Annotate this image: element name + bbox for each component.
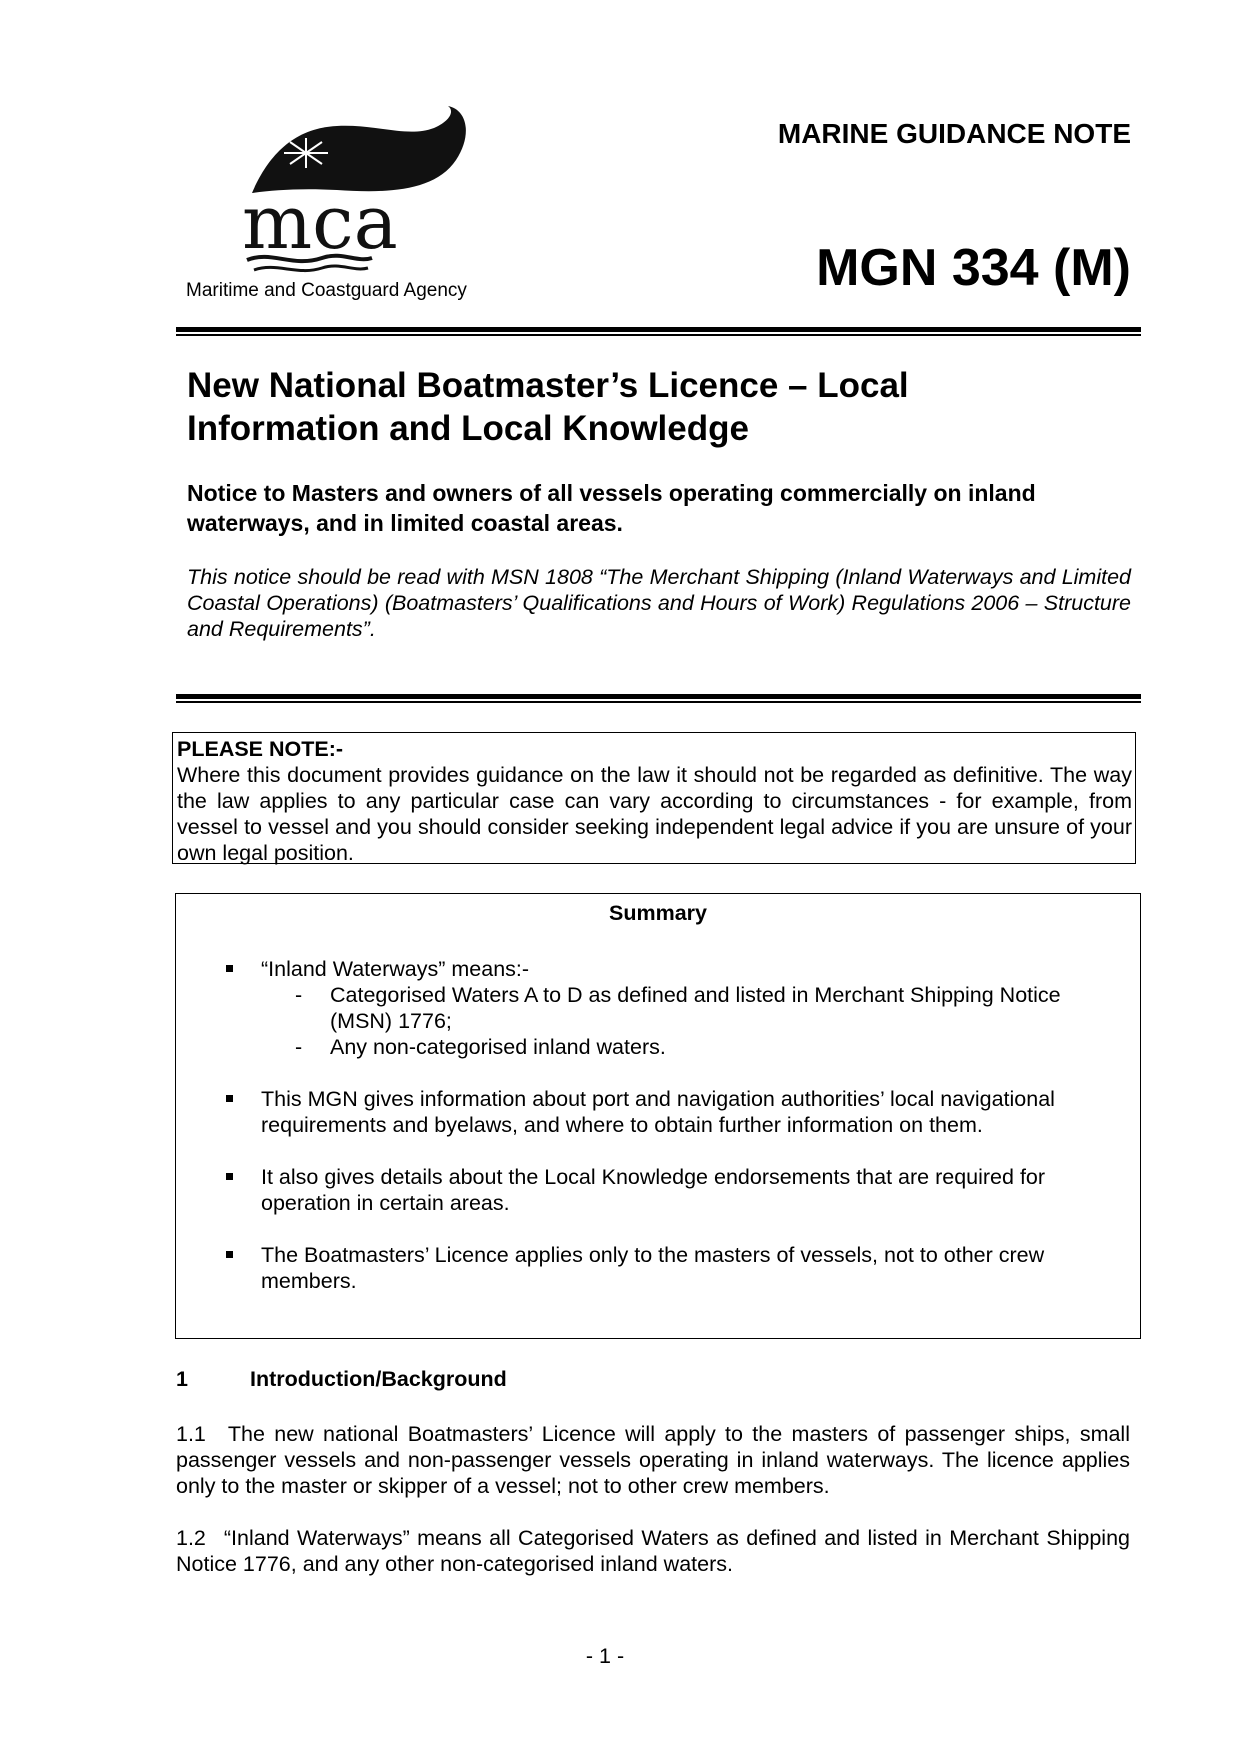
mca-logo-emblem-icon <box>172 98 532 278</box>
bullet-square-icon <box>226 1173 233 1180</box>
page-title: New National Boatmaster’s Licence – Local Information and Local Knowledge <box>187 366 909 448</box>
header-divider <box>176 327 1141 336</box>
section-number: 1 <box>176 1367 188 1391</box>
summary-bullet-text: This MGN gives information about port and navigation authorities’ local navigational requirements and byelaws, and where to obtain further information on them. <box>261 1087 1055 1137</box>
summary-sub-item <box>295 982 1095 1034</box>
summary-sub-item-text: Any non-categorised inland waters. <box>330 1035 666 1059</box>
notice-audience: Notice to Masters and owners of all vessels operating commercially on inland waterways, and in limited coastal areas. <box>187 480 1036 536</box>
summary-bullet <box>226 1086 1096 1138</box>
summary-bullet <box>226 1242 1096 1294</box>
summary-box <box>175 893 1141 1339</box>
paragraph <box>176 1421 1130 1499</box>
summary-heading: Summary <box>609 901 707 925</box>
please-note-box <box>172 732 1136 864</box>
summary-bullet-text: The Boatmasters’ Licence applies only to the masters of vessels, not to other crew members. <box>261 1243 1045 1293</box>
mca-logo <box>172 98 532 320</box>
read-with-note: This notice should be read with MSN 1808 “The Merchant Shipping (Inland Waterways and Limited Coastal Operations) (Boatmasters’ Qualifications and Hours of Work) Regulations 2006 – Structure and Requirements”. <box>187 565 1131 641</box>
summary-bullet-text: “Inland Waterways” means:- <box>261 957 530 981</box>
paragraph-text: The new national Boatmasters’ Licence will apply to the masters of passenger ships, small passenger vessels and non-passenger vessels operating in inland waterways. The licence applies only to the master or skipper of a vessel; not to other crew members. <box>176 1422 1130 1498</box>
summary-sub-item-text: Categorised Waters A to D as defined and listed in Merchant Shipping Notice (MSN) 1776; <box>330 983 1061 1033</box>
svg-text:mca: mca <box>242 180 398 266</box>
dash-marker: - <box>295 983 303 1007</box>
paragraph-number: 1.1 <box>176 1422 206 1446</box>
dash-marker: - <box>295 1035 303 1059</box>
bullet-square-icon <box>226 965 233 972</box>
summary-sub-item <box>295 1034 1095 1060</box>
logo-caption: Maritime and Coastguard Agency <box>186 280 467 301</box>
paragraph <box>176 1525 1130 1577</box>
bullet-square-icon <box>226 1095 233 1102</box>
please-note-body: Where this document provides guidance on the law it should not be regarded as definitive. The way the law applies to any particular case can vary according to circumstances - for example, from vessel to vessel and you should consider seeking independent legal advice if you are unsure of your own legal position. <box>177 763 1132 865</box>
summary-bullet-text: It also gives details about the Local Knowledge endorsements that are required for operation in certain areas. <box>261 1165 1046 1215</box>
summary-bullet <box>226 956 1096 982</box>
summary-bullet <box>226 1164 1096 1216</box>
paragraph-text: “Inland Waterways” means all Categorised Waters as defined and listed in Merchant Shipping Notice 1776, and any other non-categorised inland waters. <box>176 1526 1130 1576</box>
document-number: MGN 334 (M) <box>816 239 1131 297</box>
document-type-label: MARINE GUIDANCE NOTE <box>777 118 1131 149</box>
paragraph-number: 1.2 <box>176 1526 206 1550</box>
intro-divider <box>176 694 1141 703</box>
page-number: - 1 - <box>585 1644 625 1668</box>
section-heading: Introduction/Background <box>250 1367 507 1391</box>
bullet-square-icon <box>226 1251 233 1258</box>
please-note-heading: PLEASE NOTE:- <box>177 737 344 761</box>
